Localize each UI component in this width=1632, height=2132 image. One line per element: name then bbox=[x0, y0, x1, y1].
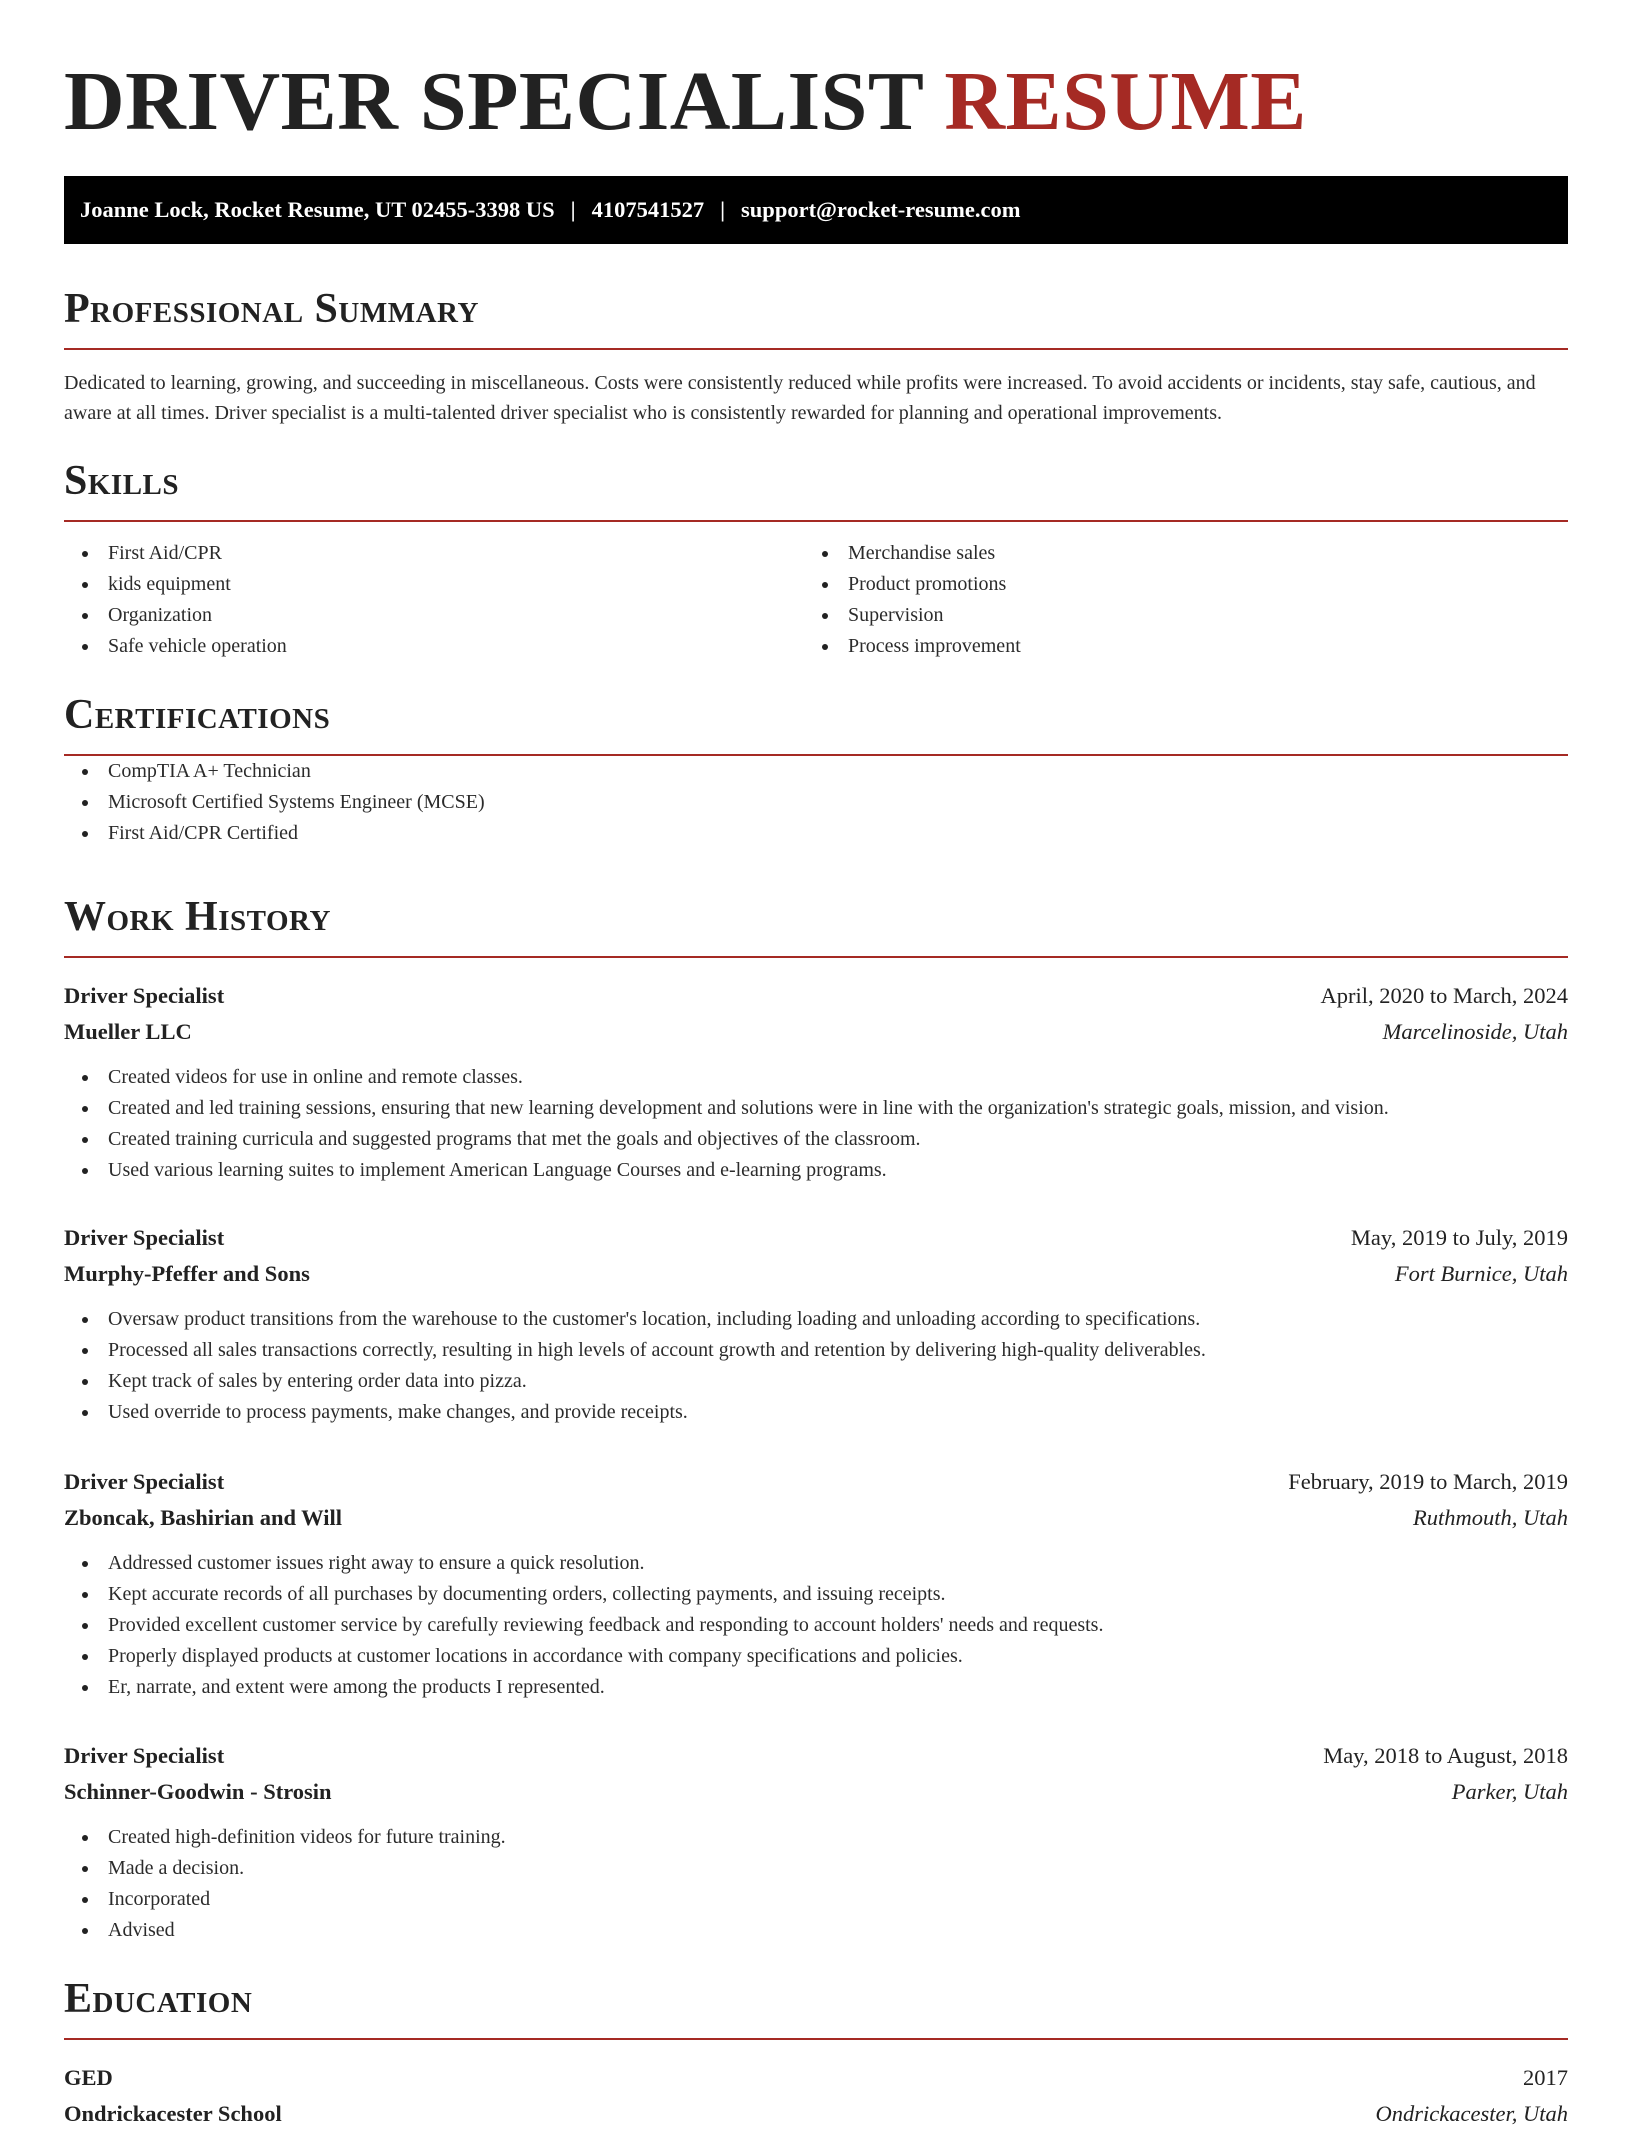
skills-heading: Skills bbox=[64, 458, 180, 504]
resume-title bbox=[64, 52, 1307, 153]
job-company-row bbox=[64, 1500, 1568, 1536]
job-title: Driver Specialist bbox=[64, 1743, 225, 1768]
job-bullet: Created videos for use in online and remote classes. bbox=[64, 1062, 1568, 1093]
job-header-row bbox=[64, 978, 1568, 1014]
job-company: Murphy-Pfeffer and Sons bbox=[64, 1261, 310, 1286]
skill-item: Product promotions bbox=[804, 569, 1544, 600]
job-bullet: Oversaw product transitions from the warehouse to the customer's location, including loading and unloading according to specifications. bbox=[64, 1304, 1568, 1335]
job-company: Schinner-Goodwin - Strosin bbox=[64, 1779, 332, 1804]
education-degree: GED bbox=[64, 2065, 113, 2090]
job-bullets bbox=[64, 1548, 1568, 1703]
job-bullet: Addressed customer issues right away to ensure a quick resolution. bbox=[64, 1548, 1568, 1579]
job-bullet: Advised bbox=[64, 1915, 1568, 1946]
job-bullet: Provided excellent customer service by carefully reviewing feedback and responding to account holders' needs and requests. bbox=[64, 1610, 1568, 1641]
skill-item: kids equipment bbox=[64, 569, 804, 600]
certification-item: CompTIA A+ Technician bbox=[64, 756, 1568, 787]
education-heading: Education bbox=[64, 1976, 253, 2022]
certifications-heading: Certifications bbox=[64, 692, 331, 738]
job-bullet: Made a decision. bbox=[64, 1853, 1568, 1884]
job-bullet: Used various learning suites to implement American Language Courses and e-learning programs. bbox=[64, 1155, 1568, 1186]
job-dates: May, 2018 to August, 2018 bbox=[1323, 1743, 1568, 1768]
summary-section bbox=[64, 284, 1568, 428]
section-divider bbox=[64, 956, 1568, 958]
education-location: Ondrickacester, Utah bbox=[1375, 2101, 1568, 2126]
job-location: Fort Burnice, Utah bbox=[1394, 1261, 1568, 1286]
job-header-row bbox=[64, 1220, 1568, 1256]
job-bullet: Er, narrate, and extent were among the products I represented. bbox=[64, 1672, 1568, 1703]
job-bullets bbox=[64, 1304, 1568, 1428]
job-dates: April, 2020 to March, 2024 bbox=[1320, 983, 1568, 1008]
job-company: Mueller LLC bbox=[64, 1019, 192, 1044]
job-bullet: Processed all sales transactions correctly, resulting in high levels of account growth and retention by delivering high-quality deliverables. bbox=[64, 1335, 1568, 1366]
title-main: DRIVER SPECIALIST bbox=[64, 55, 923, 148]
job-header-row bbox=[64, 1738, 1568, 1774]
job-dates: May, 2019 to July, 2019 bbox=[1350, 1225, 1568, 1250]
skills-section bbox=[64, 456, 1568, 662]
work-history-section bbox=[64, 892, 1568, 958]
job-entry bbox=[64, 978, 1568, 1186]
job-company: Zboncak, Bashirian and Will bbox=[64, 1505, 343, 1530]
job-bullet: Incorporated bbox=[64, 1884, 1568, 1915]
summary-text: Dedicated to learning, growing, and succeeding in miscellaneous. Costs were consistently reduced while profits were increased. To avoid accidents or incidents, stay safe, cautious, and aware at all times. Driver specialist is a multi-talented driver specialist who is consistently rewarded for planning and operational improvements. bbox=[64, 372, 1536, 425]
skills-list-left bbox=[64, 538, 804, 662]
work-history-heading: Work History bbox=[64, 894, 331, 940]
job-entry bbox=[64, 1464, 1568, 1703]
contact-email: support@rocket-resume.com bbox=[741, 197, 1021, 222]
education-entry bbox=[64, 2060, 1568, 2132]
contact-separator: | bbox=[570, 197, 576, 222]
job-entry bbox=[64, 1738, 1568, 1946]
certifications-section bbox=[64, 690, 1568, 849]
education-school-row bbox=[64, 2096, 1568, 2132]
contact-separator: | bbox=[720, 197, 726, 222]
certifications-list bbox=[64, 756, 1568, 849]
skills-column-right bbox=[804, 538, 1544, 662]
skill-item: Process improvement bbox=[804, 631, 1544, 662]
job-company-row bbox=[64, 1256, 1568, 1292]
job-bullets bbox=[64, 1822, 1568, 1946]
education-section bbox=[64, 1974, 1568, 2040]
job-entry bbox=[64, 1220, 1568, 1428]
section-divider bbox=[64, 2038, 1568, 2040]
skill-item: First Aid/CPR bbox=[64, 538, 804, 569]
job-location: Marcelinoside, Utah bbox=[1382, 1019, 1568, 1044]
job-bullets bbox=[64, 1062, 1568, 1186]
section-divider bbox=[64, 348, 1568, 350]
job-bullet: Created and led training sessions, ensuring that new learning development and solutions were in line with the organization's strategic goals, mission, and vision. bbox=[64, 1093, 1568, 1124]
job-bullet: Used override to process payments, make changes, and provide receipts. bbox=[64, 1397, 1568, 1428]
education-school: Ondrickacester School bbox=[64, 2101, 282, 2126]
certification-item: First Aid/CPR Certified bbox=[64, 818, 1568, 849]
skill-item: Organization bbox=[64, 600, 804, 631]
skill-item: Safe vehicle operation bbox=[64, 631, 804, 662]
job-location: Ruthmouth, Utah bbox=[1413, 1505, 1568, 1530]
summary-heading: Professional Summary bbox=[64, 286, 479, 332]
education-year: 2017 bbox=[1523, 2065, 1568, 2090]
skill-item: Supervision bbox=[804, 600, 1544, 631]
contact-phone: 4107541527 bbox=[591, 197, 705, 222]
skills-list-right bbox=[804, 538, 1544, 662]
skill-item: Merchandise sales bbox=[804, 538, 1544, 569]
job-dates: February, 2019 to March, 2019 bbox=[1288, 1469, 1568, 1494]
contact-address: Joanne Lock, Rocket Resume, UT 02455-3398 US bbox=[80, 197, 555, 222]
job-company-row bbox=[64, 1014, 1568, 1050]
job-bullet: Kept accurate records of all purchases by documenting orders, collecting payments, and issuing receipts. bbox=[64, 1579, 1568, 1610]
title-accent: RESUME bbox=[944, 55, 1307, 148]
job-header-row bbox=[64, 1464, 1568, 1500]
job-bullet: Kept track of sales by entering order data into pizza. bbox=[64, 1366, 1568, 1397]
skills-column-left bbox=[64, 538, 804, 662]
education-header-row bbox=[64, 2060, 1568, 2096]
job-title: Driver Specialist bbox=[64, 983, 225, 1008]
job-title: Driver Specialist bbox=[64, 1225, 225, 1250]
section-divider bbox=[64, 520, 1568, 522]
contact-bar bbox=[64, 176, 1568, 244]
skills-grid bbox=[64, 538, 1568, 662]
job-bullet: Created training curricula and suggested programs that met the goals and objectives of the classroom. bbox=[64, 1124, 1568, 1155]
job-location: Parker, Utah bbox=[1451, 1779, 1568, 1804]
job-company-row bbox=[64, 1774, 1568, 1810]
job-title: Driver Specialist bbox=[64, 1469, 225, 1494]
certification-item: Microsoft Certified Systems Engineer (MCSE) bbox=[64, 787, 1568, 818]
job-bullet: Created high-definition videos for future training. bbox=[64, 1822, 1568, 1853]
job-bullet: Properly displayed products at customer locations in accordance with company specifications and policies. bbox=[64, 1641, 1568, 1672]
